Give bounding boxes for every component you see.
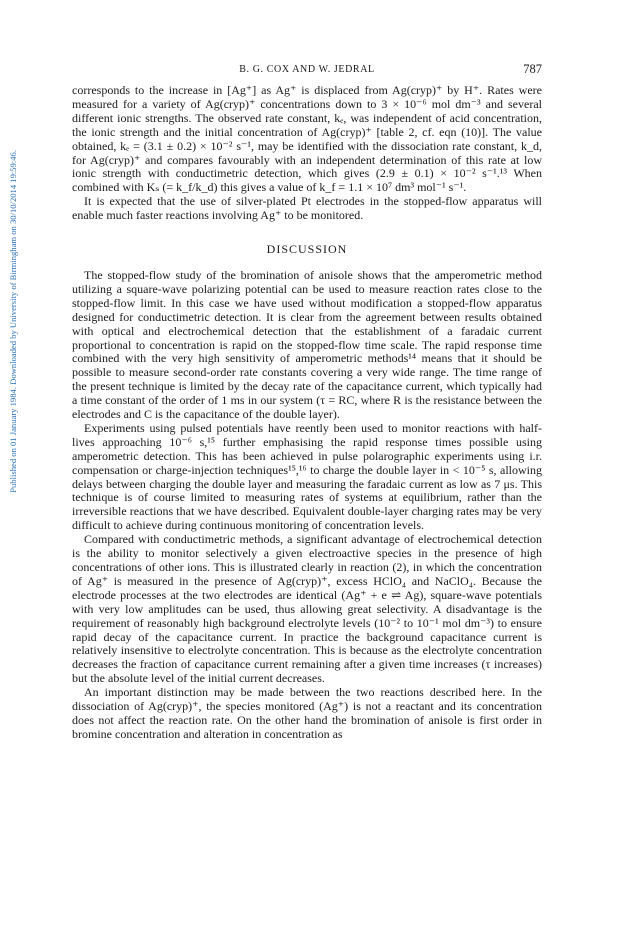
download-notice: Published on 01 January 1984. Downloaded by University of Birmingham on 30/10/2014 19:59:46. — [8, 150, 18, 493]
article-body — [72, 84, 542, 742]
page-number: 787 — [523, 62, 542, 76]
paragraph-distinction: An important distinction may be made between the two reactions described here. In the dissociation of Ag(cryp)⁺, the species monitored (Ag⁺) is not a reactant and its concentration does not affect the reaction rate. On the other hand the bromination of anisole is first order in bromine concentration and alteration in concentration as — [72, 685, 542, 741]
page-header — [72, 64, 542, 80]
section-heading-discussion: DISCUSSION — [266, 242, 348, 257]
running-head: B. G. COX AND W. JEDRAL — [239, 64, 375, 75]
paragraph-conductimetric: Compared with conductimetric methods, a significant advantage of electrochemical detection is the ability to monitor selectively a given electroactive species in the presence of high concentrations of other ions. This is illustrated clearly in reaction (2), in which the concentration of Ag⁺ is measured in the presence of Ag(cryp)⁺, excess HClO₄ and NaClO₄. Because the electrode processes at the two electrodes are identical (Ag⁺ + e ⇌ Ag), square-wave potentials with very low amplitudes can be used, thus allowing great selectivity. A disadvantage is the requirement of reasonably high background electrolyte levels (10⁻² to 10⁻¹ mol dm⁻³) to ensure rapid decay of the capacitance current. In practice the background capacitance current is relatively insensitive to electrolyte concentration. This is because as the electrolyte concentration decreases the fraction of capacitance current remaining after a given time increases (τ increases) but the absolute level of the initial current decreases. — [72, 532, 542, 686]
paragraph-rates: corresponds to the increase in [Ag⁺] as Ag⁺ is displaced from Ag(cryp)⁺ by H⁺. Rates were measured for a variety of Ag(cryp)⁺ concentrations down to 3 × 10⁻⁶ mol dm⁻³ and several different ionic strengths. The observed rate constant, kₑ, was independent of acid concentration, the ionic strength and the initial concentration of Ag(cryp)⁺ [table 2, cf. eqn (10)]. The value obtained, kₑ = (3.1 ± 0.2) × 10⁻² s⁻¹, may be identified with the dissociation rate constant, k_d, for Ag(cryp)⁺ and compares favourably with an independent determination of this rate at low ionic strength with conductimetric detection, which gives (2.9 ± 0.1) × 10⁻² s⁻¹.¹³ When combined with Kₛ (= k_f/k_d) this gives a value of k_f = 1.1 × 10⁷ dm³ mol⁻¹ s⁻¹. — [72, 83, 542, 195]
paragraph-stopped-flow: The stopped-flow study of the bromination of anisole shows that the amperometric method utilizing a square-wave polarizing potential can be used to measure reaction rates close to the stopped-flow limit. In this case we have used without modification a stopped-flow apparatus designed for conductimetric detection. It is clear from the agreement between results obtained with optical and electrochemical detection that the establishment of a faradaic current proportional to concentration is rapid on the stopped-flow time scale. The rapid response time combined with the very high sensitivity of amperometric methods¹⁴ means that it should be possible to measure second-order rate constants covering a very wide range. The time range of the present technique is limited by the decay rate of the capacitance current, which typically had a time constant of the order of 1 ms in our system (τ = RC, where R is the resistance between the electrodes and C is the capacitance of the double layer). — [72, 267, 542, 422]
paragraph-electrodes: It is expected that the use of silver-plated Pt electrodes in the stopped-flow apparatus will enable much faster reactions involving Ag⁺ to be monitored. — [72, 194, 542, 223]
paragraph-pulsed-potentials: Experiments using pulsed potentials have reently been used to monitor reactions with half-lives approaching 10⁻⁶ s,¹⁵ further emphasising the rapid response times possible using amperometric detection. This has been achieved in pulse polarographic experiments using i.r. compensation or charge-injection techniques¹⁵,¹⁶ to charge the double layer in < 10⁻⁵ s, allowing delays between charging the double layer and measuring the faradaic current as low as 7 μs. This technique is of course limited to measuring rates of systems at equilibrium, rather than the irreversible reactions that we have described. Equivalent double-layer charging rates may be very difficult to achieve during continuous monitoring of concentration levels. — [72, 420, 542, 533]
